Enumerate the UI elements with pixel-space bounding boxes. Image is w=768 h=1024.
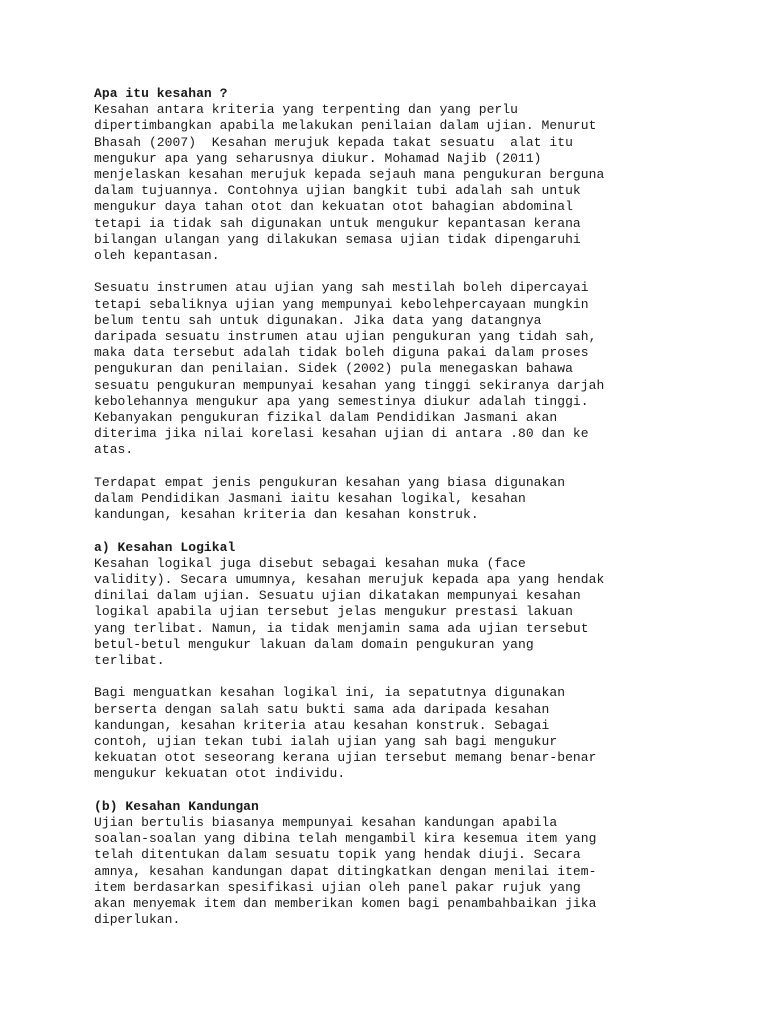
paragraph-line: belum tentu sah untuk digunakan. Jika data yang datangnya — [94, 312, 542, 328]
paragraph-line: mengukur kekuatan otot individu. — [94, 766, 346, 782]
paragraph-line: amnya, kesahan kandungan dapat ditingkatkan dengan menilai item- — [94, 863, 597, 879]
section-heading: Apa itu kesahan ? — [94, 86, 228, 101]
paragraph-line: bilangan ulangan yang dilakukan semasa ujian tidak dipengaruhi — [94, 231, 581, 247]
section-heading: (b) Kesahan Kandungan — [94, 798, 259, 814]
paragraph-block — [94, 280, 734, 458]
paragraph-line: dipertimbangkan apabila melakukan penilaian dalam ujian. Menurut — [94, 118, 597, 134]
paragraph-block — [94, 475, 734, 524]
paragraph-line: maka data tersebut adalah tidak boleh diguna pakai dalam proses — [94, 345, 589, 361]
paragraph-line: sesuatu pengukuran mempunyai kesahan yang tinggi sekiranya darjah — [94, 377, 605, 393]
paragraph-block — [94, 86, 734, 264]
paragraph-line: kandungan, kesahan kriteria atau kesahan konstruk. Sebagai — [94, 717, 550, 733]
paragraph-line: diperlukan. — [94, 912, 181, 928]
paragraph-line: terlibat. — [94, 653, 165, 669]
section-heading: a) Kesahan Logikal — [94, 539, 236, 555]
paragraph-line: item berdasarkan spesifikasi ujian oleh panel pakar rujuk yang — [94, 879, 581, 895]
paragraph-block — [94, 685, 734, 782]
paragraph-line: akan menyemak item dan memberikan komen bagi penambahbaikan jika — [94, 896, 597, 912]
paragraph-line: tetapi sebaliknya ujian yang mempunyai kebolehpercayaan mungkin — [94, 296, 589, 312]
paragraph-line: dinilai dalam ujian. Sesuatu ujian dikatakan mempunyai kesahan — [94, 588, 581, 604]
paragraph-block — [94, 540, 734, 670]
paragraph-line: Kebanyakan pengukuran fizikal dalam Pendidikan Jasmani akan — [94, 410, 558, 426]
paragraph-line: dalam tujuannya. Contohnya ujian bangkit tubi adalah sah untuk — [94, 183, 581, 199]
paragraph-line: diterima jika nilai korelasi kesahan ujian di antara .80 dan ke — [94, 426, 589, 442]
paragraph-line: mengukur apa yang seharusnya diukur. Mohamad Najib (2011) — [94, 150, 542, 166]
paragraph-line: Bhasah (2007) Kesahan merujuk kepada takat sesuatu alat itu — [94, 134, 573, 150]
paragraph-line: atas. — [94, 442, 134, 458]
paragraph-line: soalan-soalan yang dibina telah mengambil kira kesemua item yang — [94, 831, 597, 847]
document-page — [94, 86, 734, 945]
paragraph-line: Ujian bertulis biasanya mempunyai kesahan kandungan apabila — [94, 815, 558, 831]
paragraph-line: validity). Secara umumnya, kesahan merujuk kepada apa yang hendak — [94, 572, 605, 588]
paragraph-line: contoh, ujian tekan tubi ialah ujian yang sah bagi mengukur — [94, 734, 558, 750]
paragraph-line: mengukur daya tahan otot dan kekuatan otot bahagian abdominal — [94, 199, 573, 215]
paragraph-line: Bagi menguatkan kesahan logikal ini, ia sepatutnya digunakan — [94, 685, 566, 701]
paragraph-block — [94, 799, 734, 929]
paragraph-line: berserta dengan salah satu bukti sama ada daripada kesahan — [94, 701, 550, 717]
paragraph-line: kandungan, kesahan kriteria dan kesahan konstruk. — [94, 507, 479, 523]
paragraph-line: oleh kepantasan. — [94, 248, 220, 264]
paragraph-line: telah ditentukan dalam sesuatu topik yang hendak diuji. Secara — [94, 847, 581, 863]
paragraph-line: yang terlibat. Namun, ia tidak menjamin sama ada ujian tersebut — [94, 620, 589, 636]
paragraph-line: dalam Pendidikan Jasmani iaitu kesahan logikal, kesahan — [94, 491, 526, 507]
paragraph-line: menjelaskan kesahan merujuk kepada sejauh mana pengukuran berguna — [94, 167, 605, 183]
paragraph-line: pengukuran dan penilaian. Sidek (2002) pula menegaskan bahawa — [94, 361, 573, 377]
paragraph-line: Sesuatu instrumen atau ujian yang sah mestilah boleh dipercayai — [94, 280, 589, 296]
paragraph-line: daripada sesuatu instrumen atau ujian pengukuran yang tidah sah, — [94, 329, 597, 345]
paragraph-line: Terdapat empat jenis pengukuran kesahan yang biasa digunakan — [94, 474, 566, 490]
paragraph-line: Kesahan logikal juga disebut sebagai kesahan muka (face — [94, 555, 526, 571]
paragraph-line: logikal apabila ujian tersebut jelas mengukur prestasi lakuan — [94, 604, 573, 620]
paragraph-line: kebolehannya mengukur apa yang semestinya diukur adalah tinggi. — [94, 393, 589, 409]
paragraph-line: kekuatan otot seseorang kerana ujian tersebut memang benar-benar — [94, 750, 597, 766]
paragraph-line: betul-betul mengukur lakuan dalam domain pengukuran yang — [94, 636, 534, 652]
paragraph-line: tetapi ia tidak sah digunakan untuk mengukur kepantasan kerana — [94, 215, 581, 231]
paragraph-line: Kesahan antara kriteria yang terpenting dan yang perlu — [94, 102, 518, 118]
